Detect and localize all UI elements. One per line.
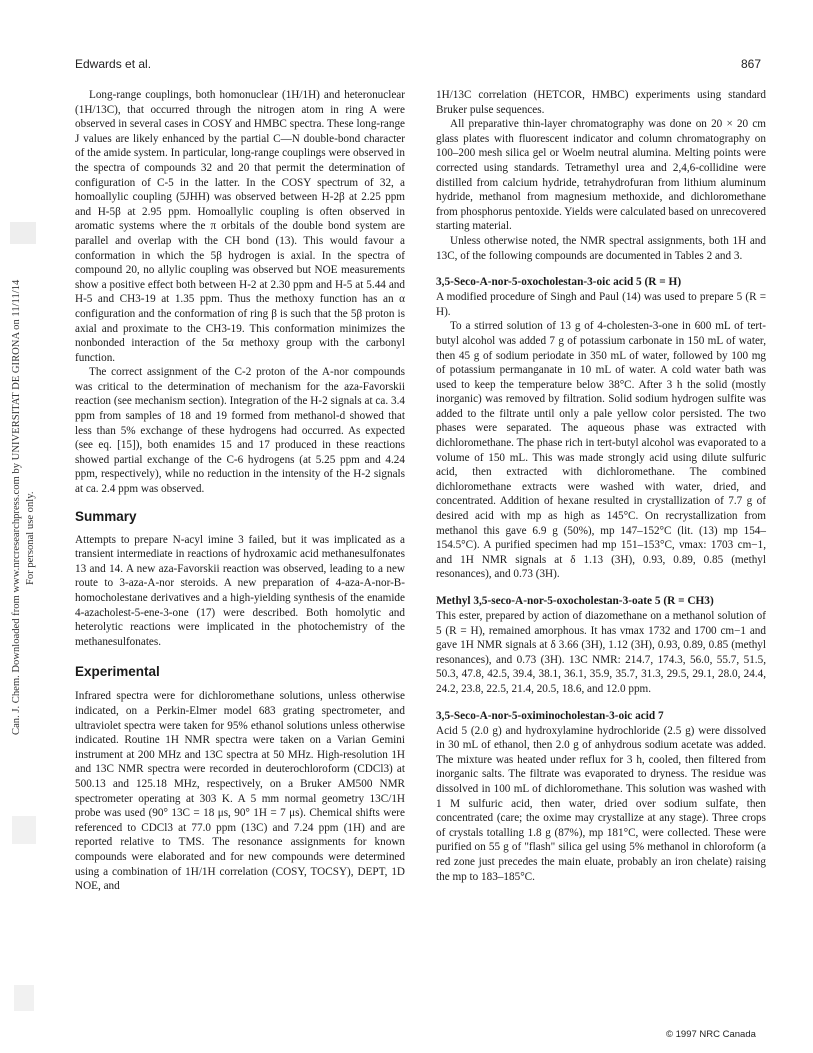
right-column: [436, 88, 766, 884]
download-watermark: [6, 265, 36, 735]
section-heading: Methyl 3,5-seco-A-nor-5-oxocholestan-3-oate 5 (R = CH3): [436, 595, 714, 607]
experimental-heading: Experimental: [75, 664, 160, 680]
paragraph: A modified procedure of Singh and Paul (14) was used to prepare 5 (R = H).: [436, 291, 766, 318]
paragraph: Unless otherwise noted, the NMR spectral assignments, both 1H and 13C, of the following compounds are documented in Tables 2 and 3.: [436, 234, 766, 262]
experimental-text: Infrared spectra were for dichloromethane solutions, unless otherwise indicated, on a Perkin-Elmer model 683 grating spectrometer, and ultraviolet spectra were taken for 95% ethanol solutions unless otherwise indicated. Routine 1H NMR spectra were taken on a Varian Gemini instrument at 200 MHz and 13C spectra at 50 MHz. High-resolution 1H and 13C NMR spectra were recorded in deuterochloroform (CDCl3) at 500.13 and 125.18 MHz, respectively, on a Bruker AM500 NMR spectrometer operating at 303 K. A 5 mm normal geometry 13C/1H probe was used (90° 13C = 18 μs, 90° 1H = 7 μs). Chemical shifts were referenced to CDCl3 at 77.0 ppm (13C) and 7.24 ppm (1H) and are reported relative to TMS. The resonance assignments for known compounds were elaborated and for new compounds were determined using a combination of 1H/1H correlation (COSY, TOCSY), DEPT, 1D NOE, and: [75, 690, 405, 893]
running-head-authors: Edwards et al.: [75, 57, 152, 71]
paragraph: The correct assignment of the C-2 proton of the A-nor compounds was critical to the determination of mechanism for the aza-Favorskii reaction (see mechanism section). Integration of the H-2 signals at ca. 3.4 ppm from samples of 18 and 19 formed from methanol-d showed that less than 5% exchange of these hydrogens had occurred. As expected (see eq. [15]), both enamides 15 and 17 produced in these reactions showed partial exchange of the C-6 hydrogens (at 5.25 ppm and 4.24 ppm, respectively), while no reduction in the intensity of the H-2 signals at ca. 2.4 ppm was observed.: [75, 366, 405, 496]
paragraph: To a stirred solution of 13 g of 4-cholesten-3-one in 600 mL of tert-butyl alcohol was added 7 g of potassium carbonate in 150 mL of water, then 45 g of sodium periodate in 350 mL of water, followed by 100 mg of potassium permanganate in 10 mL of water. A cold water bath was used to keep the temperature below 38°C. After 3 h the solid (mostly inorganic) was removed by filtration. Solid sodium hydrogen sulfite was added to the filtrate until only a pale yellow color persisted. The two phases were separated. The aqueous phase was extracted with dichloromethane. The phase rich in tert-butyl alcohol was evaporated to a volume of 150 mL. This was made strongly acid using dilute sulfuric acid, then extracted with dichloromethane. The combined dichloromethane extracts were washed with water, dried, and concentrated. Addition of hexane resulted in crystallization of 7.7 g of desired acid with mp as high as 145°C. On recrystallization from methanol this gave 6.9 g (50%), mp 147–152°C (lit. (13) mp 154–154.5°C). A purified specimen had mp 151–153°C, νmax: 1703 cm−1, and 1H NMR signals at δ 1.13 (3H), 0.93, 0.89, 0.85 (methyl resonances), and 0.73 (3H).: [436, 320, 766, 581]
scan-speck: [14, 985, 34, 1011]
left-column: [75, 88, 405, 894]
paragraph: 1H/13C correlation (HETCOR, HMBC) experiments using standard Bruker pulse sequences.: [436, 89, 766, 116]
scan-speck: [12, 816, 36, 844]
summary-text: Attempts to prepare N-acyl imine 3 failed, but it was implicated as a transient intermediate in reactions of hydroxamic acid methanesulfonates 13 and 14. A new aza-Favorskii reaction was observed, leading to a new route to 3-aza-A-nor steroids. A new preparation of 4-aza-A-nor-B-homocholestane derivatives and a high-yielding synthesis of the enamide 4-azacholest-5-ene-3-one (17) were described. Both homolytic and heterolytic reactions were implicated in the photochemistry of the methanesulfonates.: [75, 533, 405, 648]
paragraph: Long-range couplings, both homonuclear (1H/1H) and heteronuclear (1H/13C), that occurred through the nitrogen atom in ring A were observed in several cases in COSY and HMBC spectra. These long-range J values are likely enhanced by the partial C—N double-bond character of the amide system. In particular, long-range couplings were observed in the spectra of compounds 32 and 20 that permit the determination of configuration of C-5 in the latter. In the COSY spectrum of 32, a homoallylic coupling (5JHH) was observed between H-2β at 2.25 ppm and H-5β at 2.95 ppm. Homoallylic coupling is often observed in aromatic systems where the π orbitals of the double bond system are parallel and overlap with the CH bond (13). This would favour a conformation in which the 5β hydrogen is axial. In the spectra of compound 20, no allylic coupling was observed but NOE measurements show a positive effect both between H-2 at 2.30 ppm and H-5 at 5.44 and H-5 and CH3-19 at 1.35 ppm. Thus the methoxy function has an α configuration and the conformation of ring β is such that the 5β proton is axial and proximate to the CH3-19. This conformation minimizes the nonbonded interaction of the 5α methoxy group with the carbonyl function.: [75, 89, 405, 364]
paragraph: Acid 5 (2.0 g) and hydroxylamine hydrochloride (2.5 g) were dissolved in 30 mL of ethanol, then 2.0 g of anhydrous sodium acetate was added. The mixture was heated under reflux for 3 h, cooled, then filtered from inorganic salts. The filtrate was evaporated to dryness. The residue was dissolved in 100 mL of dichloromethane. This solution was washed with 1 M sulfuric acid, then water, dried over sodium sulfate, then concentrated (care; the oxime may crystallize at any stage). Three crops of crystals totalling 1.8 g (87%), mp 181°C, were collected. These were purified on 55 g of "flash" silica gel using 5% methanol in chloroform (a red zone just precedes the main eluate, probably an iron chelate) raising the mp to 183–185°C.: [436, 724, 766, 883]
paragraph: All preparative thin-layer chromatography was done on 20 × 20 cm glass plates with fluorescent indicator and column chromatography on 100–200 mesh silica gel or Woelm neutral alumina. Melting points were corrected using standards. Tetramethyl urea and 2,4,6-collidine were distilled from calcium hydride, tetrahydrofuran from lithium aluminum hydride, methanol from magnesium methoxide, and dichloromethane from phosphorus pentoxide. Yields were calculated based on unrecovered starting material.: [436, 118, 766, 233]
summary-heading: Summary: [75, 508, 137, 524]
scan-speck: [10, 222, 36, 244]
watermark-line-1: Can. J. Chem. Downloaded from www.nrcresearchpress.com by UNIVERSITAT DE GIRONA on 11/11/14: [11, 279, 22, 735]
page-number: 867: [741, 57, 762, 71]
paragraph: This ester, prepared by action of diazomethane on a methanol solution of 5 (R = H), remained amorphous. It has νmax 1732 and 1700 cm−1 and gave 1H NMR signals at δ 3.66 (3H), 1.12 (3H), 0.93, 0.89, 0.85 (methyl resonances), and 0.73 (3H). 13C NMR: 214.7, 174.3, 56.0, 55.7, 51.5, 50.3, 47.8, 42.5, 39.4, 38.1, 36.1, 35.9, 35.7, 31.3, 29.5, 29.1, 28.0, 24.4, 24.2, 23.8, 22.5, 21.4, 20.5, 18.6, and 12.0 ppm.: [436, 610, 766, 695]
section-heading: 3,5-Seco-A-nor-5-oxocholestan-3-oic acid 5 (R = H): [436, 276, 682, 289]
section-heading: 3,5-Seco-A-nor-5-oximinocholestan-3-oic acid 7: [436, 709, 664, 722]
watermark-line-2: For personal use only.: [25, 491, 36, 585]
copyright-footer: © 1997 NRC Canada: [666, 1029, 756, 1040]
